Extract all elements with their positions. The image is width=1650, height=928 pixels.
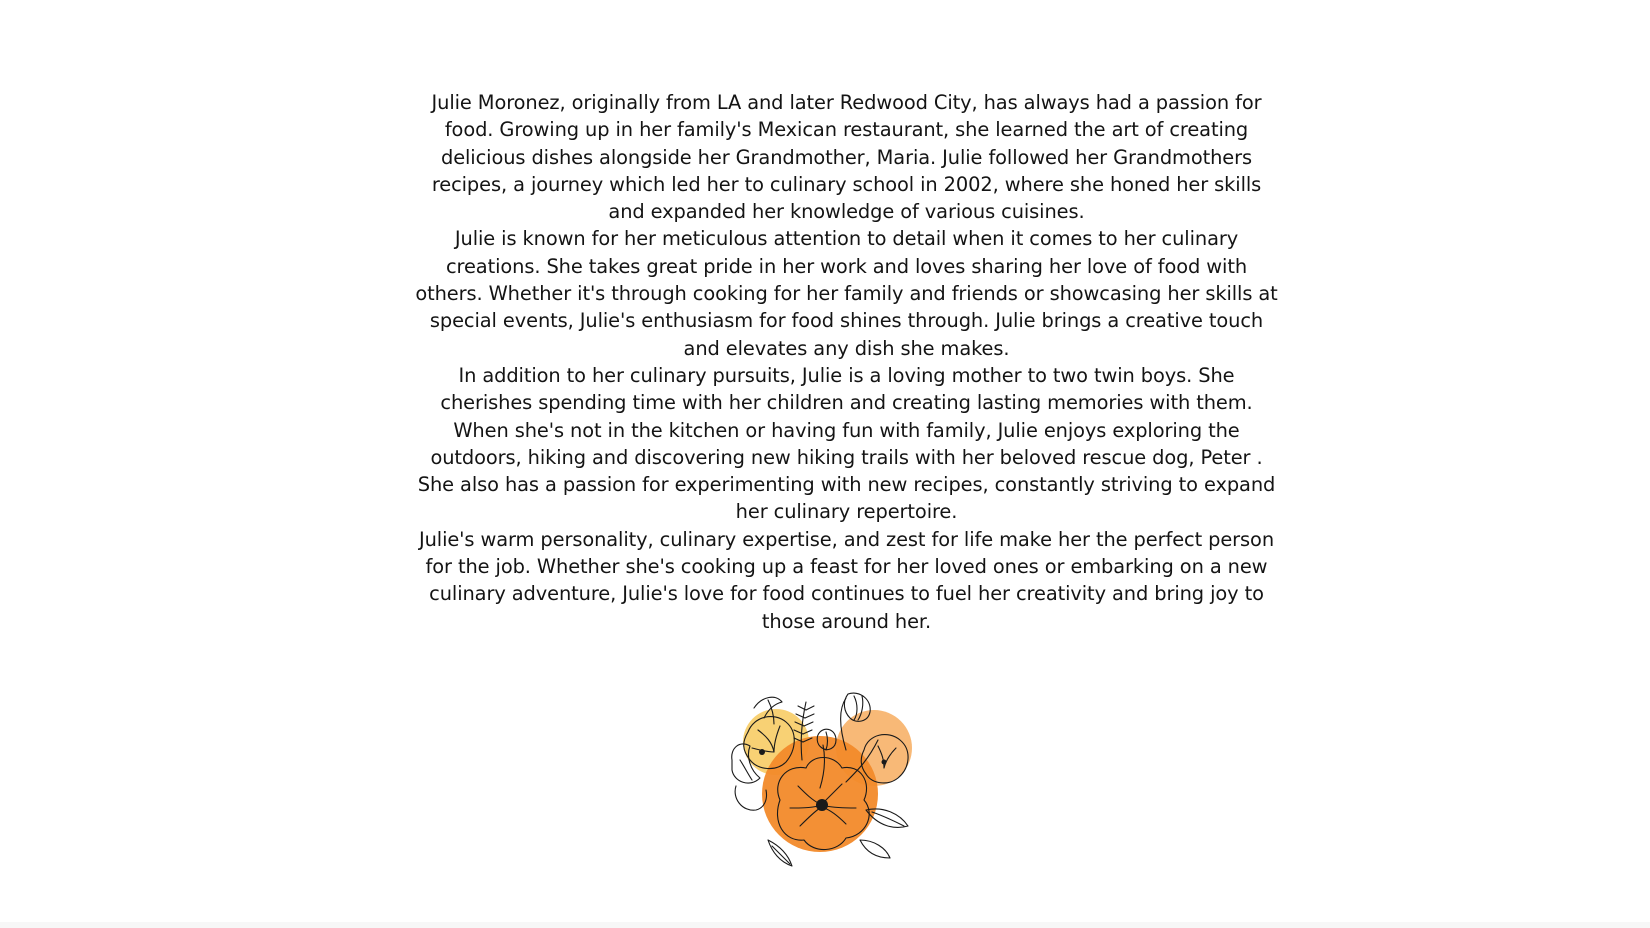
bio-paragraph-1: Julie Moronez, originally from LA and later Redwood City, has always had a passion for food. Growing up in her family's Mexican restaurant, she learned the art of creating delicious dishes alongside her Grandmother, Maria. Julie followed her Grandmothers recipes, a journey which led her to culinary school in 2002, where she honed her skills and expanded her knowledge of various cuisines. [431, 91, 1262, 224]
poppy-flowers-illustration [728, 690, 928, 880]
bio-text [414, 89, 1279, 635]
bio-paragraph-3: In addition to her culinary pursuits, Julie is a loving mother to two twin boys. She cherishes spending time with her children and creating lasting memories with them. When she's not in the kitchen or having fun with family, Julie enjoys exploring the outdoors, hiking and discovering new hiking trails with her beloved rescue dog, Peter . She also has a passion for experimenting with new recipes, constantly striving to expand her culinary repertoire. [417, 363, 1276, 524]
bio-paragraph-2: Julie is known for her meticulous attention to detail when it comes to her culinary creations. She takes great pride in her work and loves sharing her love of food with others. Whether it's through cooking for her family and friends or showcasing her skills at special events, Julie's enthusiasm for food shines through. Julie brings a creative touch and elevates any dish she makes. [415, 227, 1278, 360]
orange-wash [762, 736, 878, 852]
poppy-center [816, 799, 828, 811]
bio-paragraph-4: Julie's warm personality, culinary expertise, and zest for life make her the perfect person for the job. Whether she's cooking up a feast for her loved ones or embarking on a new culinary adventure, Julie's love for food continues to fuel her creativity and bring joy to those around her. [418, 527, 1275, 633]
bottom-divider [0, 922, 1650, 928]
